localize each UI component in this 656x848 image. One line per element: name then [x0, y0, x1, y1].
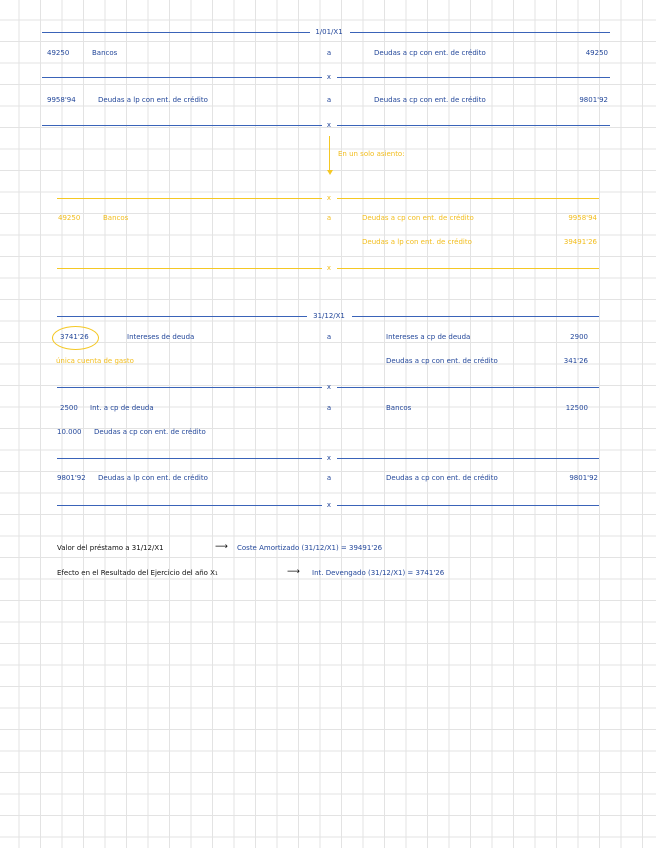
summary-line2-label: Efecto en el Resultado del Ejercicio del año X₁ [57, 569, 218, 577]
entry6-credit-amount: 9801'92 [569, 474, 598, 482]
entry2-credit-amount: 9801'92 [579, 96, 608, 104]
separator-rule [337, 387, 599, 388]
summary-line2-value: Int. Devengado (31/12/X1) = 3741'26 [312, 569, 445, 577]
separator-rule [42, 77, 322, 78]
entry6-debit-account: Deudas a lp con ent. de crédito [98, 474, 208, 482]
entry4-credit-account-2: Deudas a cp con ent. de crédito [386, 357, 498, 365]
date-rule-right [350, 32, 610, 33]
down-arrow-shaft [329, 136, 330, 172]
entry3-credit-amount-2: 39491'26 [563, 238, 597, 246]
entry4-note: única cuenta de gasto [56, 357, 134, 365]
entry1-debit-amount: 49250 [47, 49, 70, 57]
entry3-debit-account: Bancos [103, 214, 129, 222]
entry2-credit-account: Deudas a cp con ent. de crédito [374, 96, 486, 104]
entry5-debit-amount-1: 2500 [60, 404, 78, 412]
summary-line1-label: Valor del préstamo a 31/12/X1 [57, 544, 164, 552]
entry2-debit-account: Deudas a lp con ent. de crédito [98, 96, 208, 104]
entry3-debit-amount: 49250 [58, 214, 81, 222]
entry3-credit-account-1: Deudas a cp con ent. de crédito [362, 214, 474, 222]
separator-x: x [326, 454, 332, 462]
separator-x: x [326, 264, 332, 272]
entry1-credit-account: Deudas a cp con ent. de crédito [374, 49, 486, 57]
separator-x: x [326, 383, 332, 391]
entry1-a: a [326, 49, 332, 57]
date-rule-left [42, 32, 310, 33]
entry2-debit-amount: 9958'94 [47, 96, 76, 104]
entry4-credit-amount-2: 341'26 [563, 357, 588, 365]
separator-rule [337, 268, 599, 269]
entry4-debit-amount: 3741'26 [60, 333, 89, 341]
entry3-credit-account-2: Deudas a lp con ent. de crédito [362, 238, 472, 246]
separator-x: x [326, 194, 332, 202]
separator-rule [337, 505, 599, 506]
separator-x: x [326, 73, 332, 81]
entry6-a: a [326, 474, 332, 482]
entry6-credit-account: Deudas a cp con ent. de crédito [386, 474, 498, 482]
separator-rule [57, 387, 322, 388]
entry5-debit-account-2: Deudas a cp con ent. de crédito [94, 428, 206, 436]
date-label: 1/01/X1 [315, 28, 343, 36]
entry1-debit-account: Bancos [92, 49, 118, 57]
entry3-a: a [326, 214, 332, 222]
separator-rule [42, 125, 322, 126]
separator-rule [57, 505, 322, 506]
separator-rule [337, 198, 599, 199]
entry5-debit-amount-2: 10.000 [57, 428, 82, 436]
separator-rule [337, 458, 599, 459]
separator-rule [337, 77, 610, 78]
entry2-a: a [326, 96, 332, 104]
date-rule-left [57, 316, 307, 317]
separator-x: x [326, 121, 332, 129]
separator-x: x [326, 501, 332, 509]
entry5-credit-account: Bancos [386, 404, 412, 412]
down-arrow-icon [327, 170, 333, 175]
entry5-a: a [326, 404, 332, 412]
separator-rule [337, 125, 610, 126]
entry5-credit-amount: 12500 [565, 404, 588, 412]
date-rule-right [352, 316, 599, 317]
separator-rule [57, 458, 322, 459]
entry4-credit-account-1: Intereses a cp de deuda [386, 333, 471, 341]
date-label: 31/12/X1 [313, 312, 345, 320]
arrow-right-icon: ⟶ [215, 542, 228, 552]
entry6-debit-amount: 9801'92 [57, 474, 86, 482]
entry4-credit-amount-1: 2900 [570, 333, 588, 341]
entry4-a: a [326, 333, 332, 341]
summary-line1-value: Coste Amortizado (31/12/X1) = 39491'26 [237, 544, 383, 552]
arrow-right-icon: ⟶ [287, 567, 300, 577]
entry4-debit-account: Intereses de deuda [127, 333, 195, 341]
separator-rule [57, 198, 322, 199]
entry1-credit-amount: 49250 [585, 49, 608, 57]
entry5-debit-account-1: Int. a cp de deuda [90, 404, 154, 412]
single-entry-note: En un solo asiento: [338, 150, 405, 158]
entry3-credit-amount-1: 9958'94 [568, 214, 597, 222]
separator-rule [57, 268, 322, 269]
